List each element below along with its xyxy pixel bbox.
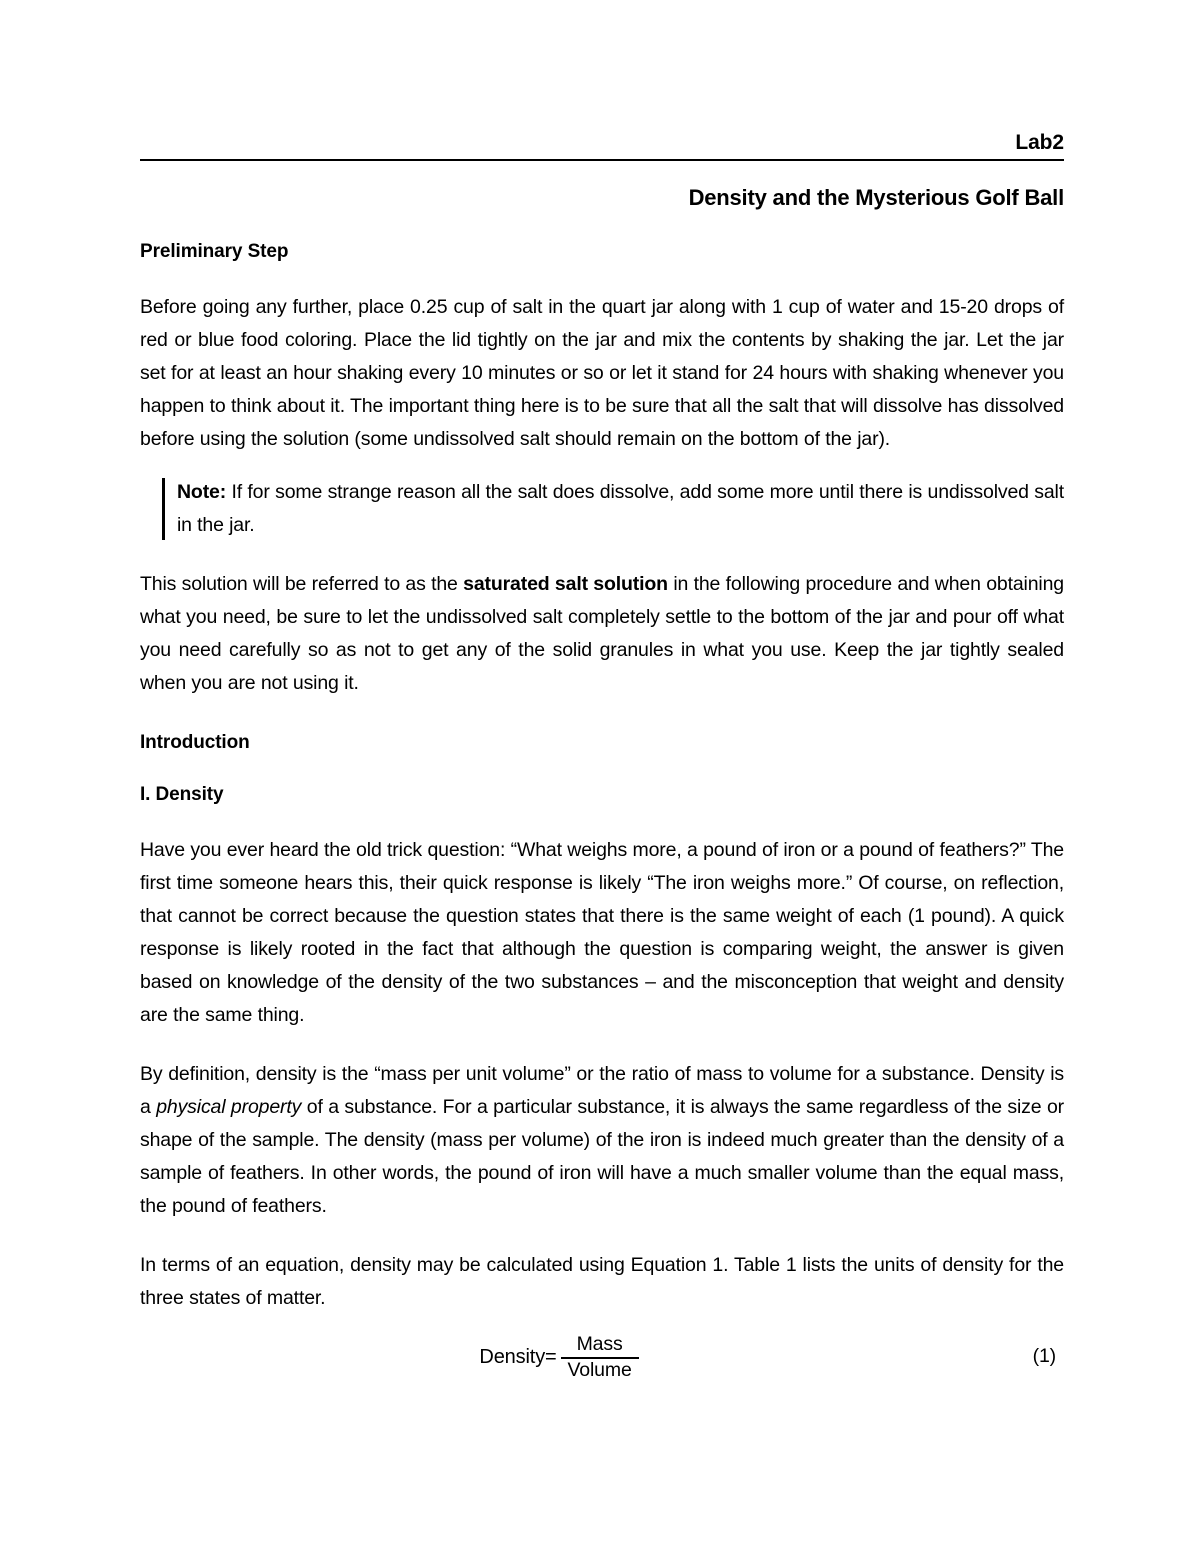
spacer [140, 1032, 1064, 1058]
italic-physical-property: physical property [156, 1096, 302, 1118]
heading-introduction: Introduction [140, 732, 250, 753]
document-title: Density and the Mysterious Golf Ball [688, 185, 1064, 210]
paragraph-density-1: Have you ever heard the old trick question: “What weighs more, a pound of iron or a pound of feathers?” The first time someone hears this, their quick response is likely “The iron weighs more.” Of course, on reflection, that cannot be correct because the question states that there is the same weight of each (1 pound). A quick response is likely rooted in the fact that although the question is comparing weight, the answer is given based on knowledge of the density of the two substances – and the misconception that weight and density are the same thing. [140, 839, 1064, 1026]
fraction-numerator: Mass [576, 1333, 623, 1356]
spacer [140, 265, 1064, 291]
spacer [140, 456, 1064, 476]
paragraph-part-2: of a substance. For a particular substance, it is always the same regardless of the size or shape of the sample. The density (mass per volume) of the iron is indeed much greater than the density of a sample of feathers. In other words, the pound of iron will have a much smaller volume than the equal mass, the pound of feathers. [140, 1096, 1064, 1217]
equation-expression [140, 1319, 1064, 1397]
heading-density: I. Density [140, 784, 224, 805]
note-callout [162, 476, 1064, 542]
spacer [140, 1223, 1064, 1249]
note-body: If for some strange reason all the salt does dissolve, add some more until there is undissolved salt in the jar. [177, 481, 1064, 536]
note-label: Note: [177, 481, 227, 503]
equation-block [140, 1319, 1064, 1397]
paragraph-equation-intro: In terms of an equation, density may be calculated using Equation 1. Table 1 lists the units of density for the three states of matter. [140, 1254, 1064, 1309]
equation-left-side: Density= [479, 1346, 557, 1369]
paragraph-part-2: in the following procedure and when obtaining what you need, be sure to let the undissolved salt completely settle to the bottom of the jar and pour off what you need carefully so as not to get any of the solid granules in what you use. Keep the jar tightly sealed when you are not using it. [140, 573, 1064, 694]
spacer [140, 542, 1064, 568]
paragraph-part-1: By definition, density is the “mass per unit volume” or the ratio of mass to volume for a substance. Density is a [140, 1063, 1064, 1118]
note-accent-bar [162, 478, 165, 540]
spacer [140, 213, 1064, 239]
fraction-denominator: Volume [567, 1359, 632, 1382]
paragraph-part-1: This solution will be referred to as the [140, 573, 464, 595]
paragraph-density-2 [140, 1058, 1064, 1223]
document-content [140, 130, 1064, 1397]
heading-preliminary-step: Preliminary Step [140, 241, 289, 262]
fraction-mass-over-volume [561, 1335, 639, 1380]
emphasis-saturated-salt-solution: saturated salt solution [463, 573, 668, 595]
running-head: Lab2 [1015, 131, 1064, 154]
spacer [140, 700, 1064, 730]
paragraph-preliminary-step: Before going any further, place 0.25 cup of salt in the quart jar along with 1 cup of water and 15-20 drops of red or blue food coloring. Place the lid tightly on the jar and mix the contents by shaking the jar. Let the jar set for at least an hour shaking every 10 minutes or so or let it stand for 24 hours with shaking whenever you happen to think about it. The important thing here is to be sure that all the salt that will dissolve has dissolved before using the solution (some undissolved salt should remain on the bottom of the jar). [140, 296, 1064, 450]
equation-inner [479, 1335, 638, 1380]
header-divider [140, 159, 1064, 161]
note-text-line [177, 476, 1064, 542]
paragraph-saturated-solution [140, 568, 1064, 700]
spacer [140, 756, 1064, 782]
spacer [140, 808, 1064, 834]
equation-number: (1) [1032, 1345, 1056, 1367]
